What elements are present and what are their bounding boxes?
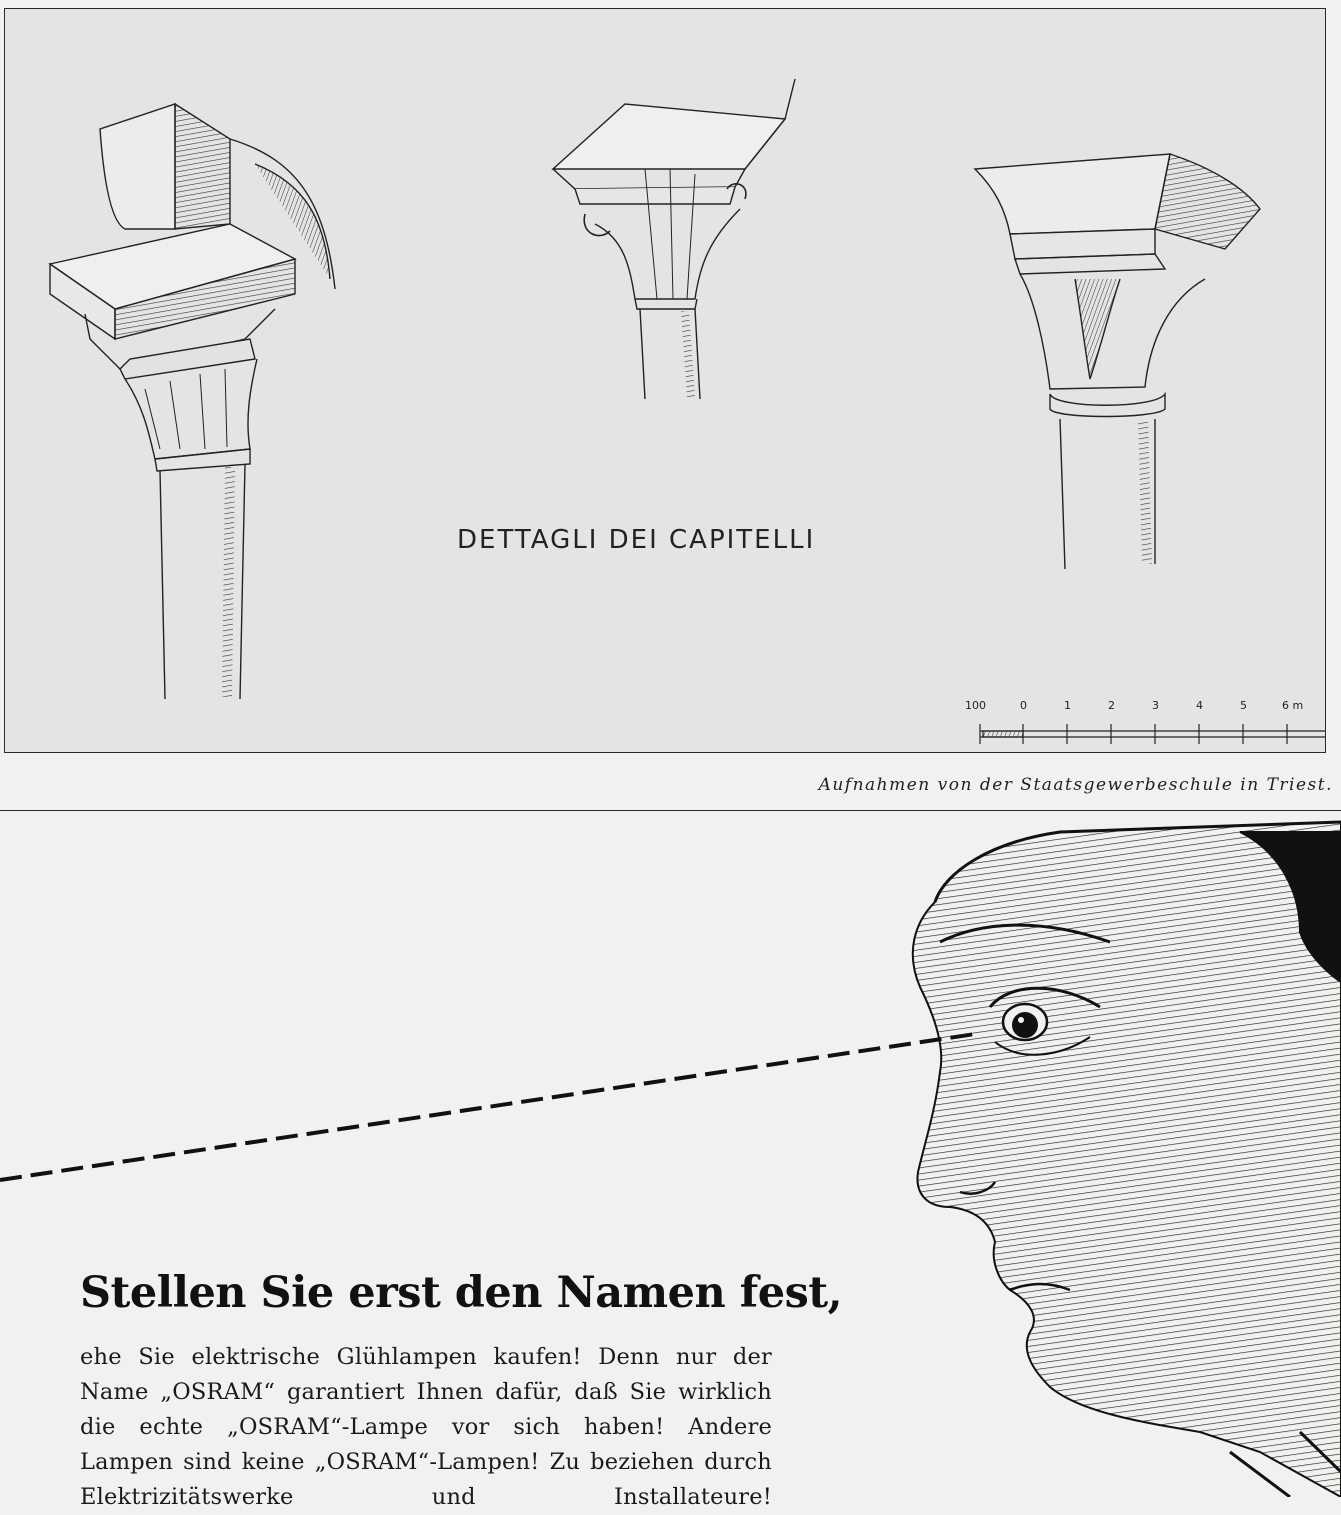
scale-labels bbox=[960, 699, 1320, 719]
scale-label: 4 bbox=[1196, 699, 1203, 712]
capital-left bbox=[50, 104, 335, 699]
ad-headline: Stellen Sie erst den Namen fest, bbox=[80, 1268, 843, 1318]
scale-label: 0 bbox=[1020, 699, 1027, 712]
capitals-drawing-plate bbox=[4, 8, 1326, 753]
scale-label: 2 bbox=[1108, 699, 1115, 712]
section-divider bbox=[0, 810, 1341, 811]
sight-line bbox=[0, 1034, 975, 1180]
scale-label: 1 bbox=[1064, 699, 1071, 712]
face-profile bbox=[913, 822, 1341, 1497]
scale-label: 100 bbox=[965, 699, 986, 712]
capital-center bbox=[553, 79, 795, 399]
capitals-illustration bbox=[5, 9, 1327, 754]
scale-bar bbox=[980, 724, 1325, 744]
scale-label: 6 m bbox=[1282, 699, 1304, 712]
plate-caption: Aufnahmen von der Staatsgewerbeschule in Triest. bbox=[818, 775, 1333, 795]
plate-title: DETTAGLI DEI CAPITELLI bbox=[457, 525, 816, 555]
ad-body-text: ehe Sie elektrische Glühlampen kaufen! Denn nur der Name „OSRAM“ garantiert Ihnen dafür, daß Sie wirklich die echte „OSRAM“-Lampe vor sich haben! Andere Lampen sind keine „OSRAM“-Lampen! Zu beziehen durch Elektrizitätswerke und Installateure! bbox=[80, 1344, 772, 1510]
scale-label: 3 bbox=[1152, 699, 1159, 712]
capital-right bbox=[975, 154, 1260, 569]
scale-label: 5 bbox=[1240, 699, 1247, 712]
